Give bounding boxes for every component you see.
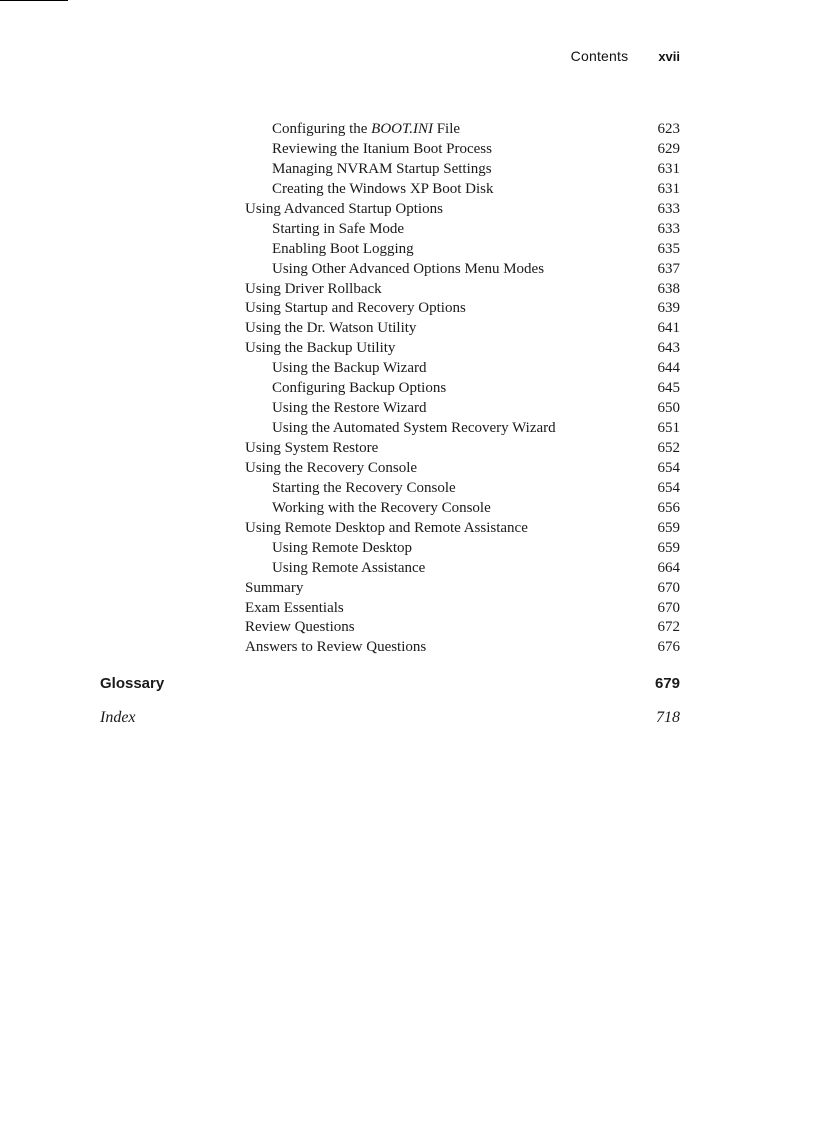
toc-entry-page: 659 [657,539,680,556]
toc-entry-title-text: Summary [245,579,304,596]
toc-entry[interactable] [245,120,680,140]
toc-entry[interactable] [245,499,680,519]
toc-entry-title [245,200,443,220]
toc-entry-page: 638 [657,280,680,297]
toc-list [245,120,680,658]
toc-entry-page: 679 [654,675,680,692]
toc-entry-title [245,479,456,499]
toc-entry-title-text: Starting the Recovery Console [272,479,456,496]
toc-entry-page: 664 [657,559,680,576]
toc-entry-title [245,539,412,559]
toc-entry-page: 651 [657,420,680,437]
toc-entry[interactable] [245,140,680,160]
toc-entry[interactable] [245,399,680,419]
toc-entry[interactable] [245,379,680,399]
toc-entry[interactable] [245,200,680,220]
toc-entry-title-text: Configuring Backup Options [272,380,447,397]
toc-entry[interactable] [245,638,680,658]
toc-entry-title [245,280,382,300]
toc-entry-title [245,359,427,379]
toc-entry-page: 670 [657,579,680,596]
toc-entry-title [245,160,492,180]
toc-entry-title-text: Using the Automated System Recovery Wizard [272,420,556,437]
toc-entry-page: 623 [657,121,680,137]
toc-entry-title-text: Using System Restore [245,440,379,456]
toc-entry-page: 676 [657,639,680,656]
toc-entry-title-text: Exam Essentials [245,599,344,616]
toc-entry[interactable] [245,559,680,579]
toc-entry-title-italic: BOOT.INI [371,121,433,137]
toc-entry[interactable] [245,419,680,439]
toc-entry-title [245,419,556,439]
toc-entry-title-text: Using the Dr. Watson Utility [245,320,417,337]
toc-entry-page: 631 [657,160,680,177]
toc-entry-title-text: Reviewing the Itanium Boot Process [272,140,492,157]
toc-entry-title [245,519,528,539]
corner-rule [0,0,68,1]
toc-entry[interactable] [245,618,680,638]
toc-entry-title [245,399,427,419]
toc-entry-page: 645 [657,380,680,397]
toc-entry[interactable] [245,299,680,319]
toc-entry-title-text: Working with the Recovery Console [272,499,491,516]
toc-entry-page: 652 [657,440,680,456]
toc-entry[interactable] [245,339,680,359]
toc-entry[interactable] [245,220,680,240]
toc-entry-page: 650 [657,400,680,417]
toc-entry-page: 641 [657,320,680,337]
toc-entry-title [245,599,344,619]
toc-entry-title [245,618,355,638]
toc-entry-title: Index [100,709,136,726]
toc-entry-glossary[interactable] [100,675,680,692]
toc-entry-title-text: Using the Recovery Console [245,459,418,476]
toc-entry-title [245,459,417,479]
toc-entry-title-text: Using Advanced Startup Options [245,200,443,217]
toc-entry-title-text: Enabling Boot Logging [272,240,414,257]
toc-entry-title-text: Using Remote Desktop [272,539,412,556]
toc-entry-title-suffix: File [432,121,461,137]
toc-entry[interactable] [245,599,680,619]
toc-entry[interactable] [245,539,680,559]
running-head-page-number: xvii [658,49,680,64]
toc-entry-title [245,140,492,160]
toc-entry-title-text: Using Startup and Recovery Options [245,300,466,317]
toc-entry-title-text: Answers to Review Questions [245,639,427,656]
toc-entry-title-text: Configuring the [272,121,372,137]
toc-entry-title [245,379,446,399]
toc-entry-page: 631 [657,180,680,197]
toc-entry[interactable] [245,439,680,459]
toc-entry-page: 644 [657,360,680,377]
toc-entry-title [245,260,544,280]
toc-entry[interactable] [245,459,680,479]
toc-entry-title-text: Starting in Safe Mode [272,220,405,237]
toc-entry-title [245,319,416,339]
toc-entry[interactable] [245,240,680,260]
toc-entry-title-text: Using the Backup Wizard [272,360,427,377]
toc-entry-title-text: Using Remote Assistance [272,559,426,576]
toc-entry-title-text: Using Driver Rollback [245,280,382,297]
toc-entry-title [245,240,414,260]
toc-entry-title [245,638,426,658]
toc-entry-title [245,299,466,319]
toc-entry-title-text: Managing NVRAM Startup Settings [272,160,492,177]
running-head [0,48,680,64]
toc-entry-title-text: Review Questions [245,619,355,636]
toc-entry-title-text: Using the Restore Wizard [272,400,427,417]
toc-entry-page: 659 [657,519,680,536]
toc-entry[interactable] [245,359,680,379]
toc-entry-page: 718 [656,709,680,726]
toc-entry-title [245,499,491,519]
toc-entry-title [245,220,404,240]
toc-entry[interactable] [245,319,680,339]
toc-entry-title-text: Using Remote Desktop and Remote Assistance [245,519,528,536]
toc-entry-page: 654 [657,459,680,476]
toc-entry-page: 639 [657,300,680,317]
running-head-title: Contents [570,48,629,64]
toc-entry[interactable] [245,579,680,599]
toc-entry-title-text: Using the Backup Utility [245,340,396,357]
toc-entry-title [245,180,493,200]
toc-entry-page: 656 [657,499,680,516]
toc-entry-title [245,579,303,599]
toc-entry-page: 672 [657,619,680,636]
toc-entry-page: 670 [657,599,680,616]
toc-entry[interactable] [245,519,680,539]
toc-entry-title [245,439,378,459]
toc-entry-page: 637 [657,260,680,277]
toc-entry-page: 633 [657,200,680,217]
toc-entry-index[interactable] [100,709,680,727]
toc-entry[interactable] [245,160,680,180]
toc-entry-title-text: Creating the Windows XP Boot Disk [272,180,494,197]
toc-entry-page: 643 [657,340,680,357]
toc-entry-title-text: Using Other Advanced Options Menu Modes [272,260,545,277]
toc-entry-page: 635 [657,240,680,257]
toc-entry-title [245,339,395,359]
toc-entry-title [245,559,425,579]
toc-entry[interactable] [245,180,680,200]
toc-entry[interactable] [245,280,680,300]
toc-entry[interactable] [245,260,680,280]
toc-entry-page: 654 [657,479,680,496]
toc-entry-title [245,120,460,140]
toc-entry-title: Glossary [100,675,165,692]
toc-entry-page: 629 [657,140,680,157]
toc-entry-page: 633 [657,220,680,237]
toc-entry[interactable] [245,479,680,499]
